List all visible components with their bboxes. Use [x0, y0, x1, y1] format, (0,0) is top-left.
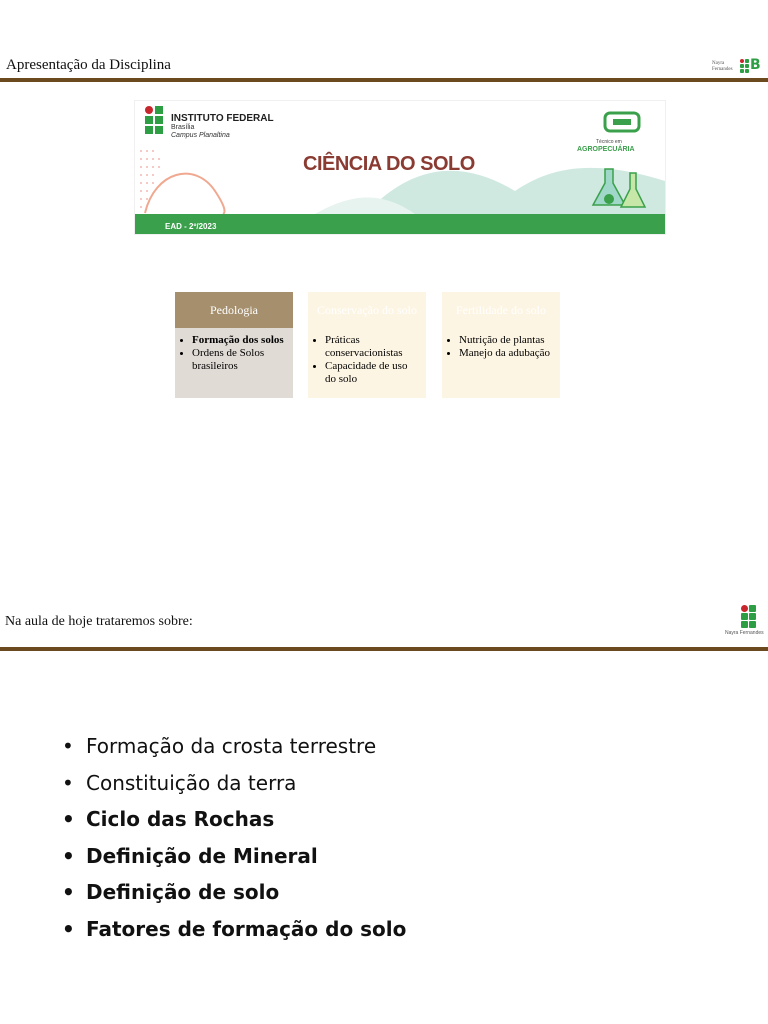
list-item: • Ordens de Solos brasileiros — [192, 347, 287, 373]
slide-header-title: Apresentação da Disciplina — [6, 57, 171, 73]
topic-card-title: Pedologia — [175, 292, 293, 328]
slide-header-title: Na aula de hoje trataremos sobre: — [5, 614, 193, 629]
logo-author-text: Nayra Fernandes — [712, 61, 733, 72]
topic-card-fertilidade — [442, 292, 560, 398]
topic-card-conservacao — [308, 292, 426, 398]
list-item: • Definição de Mineral — [62, 843, 318, 868]
program-label: AGROPECUÁRIA — [577, 146, 635, 153]
topic-card-pedologia — [175, 292, 293, 398]
topics-list — [62, 728, 406, 948]
list-item: • Formação da crosta terrestre — [62, 734, 377, 758]
list-item: • Nutrição de plantas — [459, 334, 554, 347]
course-title: CIÊNCIA DO SOLO — [303, 153, 475, 175]
header-divider — [0, 78, 768, 82]
logo-letter: B — [750, 57, 761, 73]
list-item: • Práticas conservacionistas — [325, 334, 420, 360]
list-item: • Capacidade de uso do solo — [325, 360, 420, 386]
institution-name: INSTITUTO FEDERAL — [171, 113, 274, 124]
list-item: • Formação dos solos — [192, 334, 287, 347]
logo-author-text: Nayra Fernandes — [725, 630, 764, 636]
list-item: • Ciclo das Rochas — [62, 807, 275, 832]
list-item: • Manejo da adubação — [459, 347, 554, 360]
institution-campus: Campus Planaltina — [171, 132, 230, 139]
header-divider — [0, 647, 768, 651]
banner-footer-text: EAD - 2º/2023 — [165, 222, 217, 231]
program-label-small: Técnico em — [596, 139, 622, 145]
list-item: • Constituição da terra — [62, 770, 297, 795]
if-logo-icon — [741, 605, 756, 628]
list-item: • Definição de solo — [62, 880, 280, 905]
slide-2 — [0, 512, 768, 1024]
topic-card-title: Conservação do solo — [308, 292, 426, 328]
list-item: • Fatores de formação do solo — [62, 916, 407, 941]
if-logo-icon — [740, 59, 749, 73]
course-banner — [134, 100, 666, 235]
institution-city: Brasília — [171, 124, 195, 131]
topic-card-title: Fertilidade do solo — [442, 292, 560, 328]
